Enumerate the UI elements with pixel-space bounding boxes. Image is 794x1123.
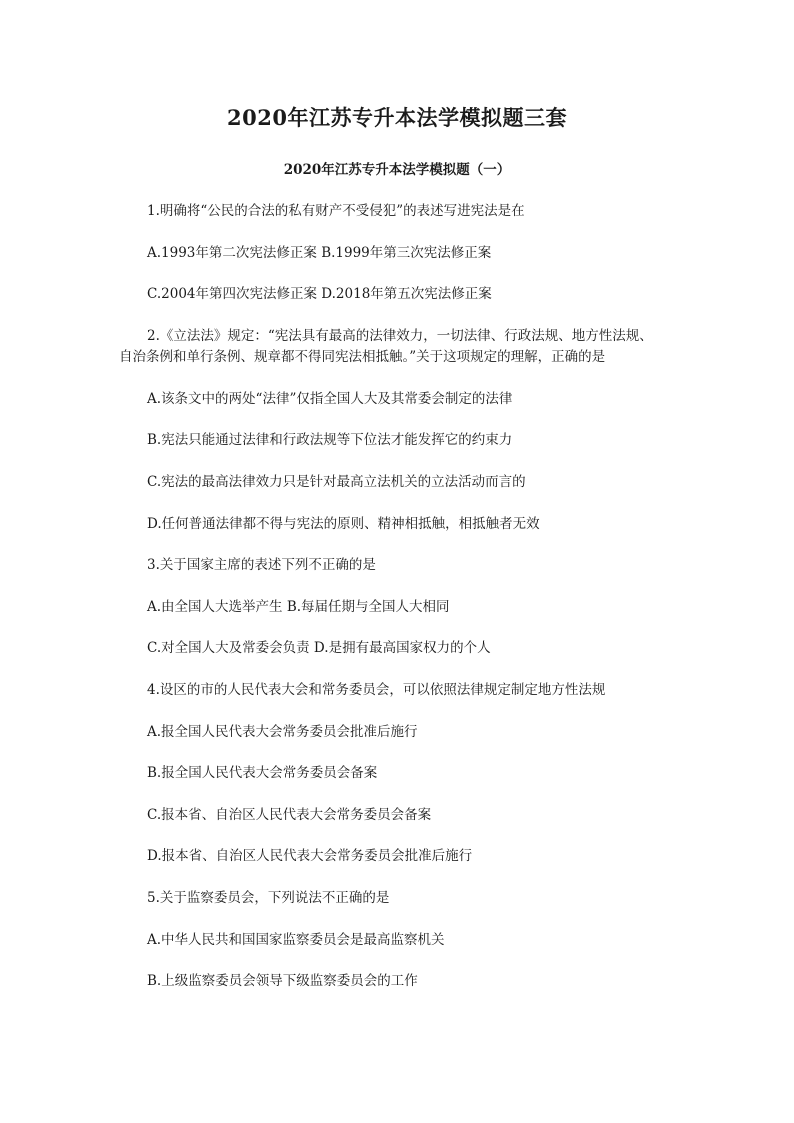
question-5-text: 5.关于监察委员会，下列说法不正确的是 bbox=[147, 890, 390, 906]
question-2-option-a: A.该条文中的两处“法律”仅指全国人大及其常委会制定的法律 bbox=[147, 391, 513, 407]
question-4-option-c: C.报本省、自治区人民代表大会常务委员会备案 bbox=[147, 807, 432, 823]
question-1-options-ab: A.1993年第二次宪法修正案 B.1999年第三次宪法修正案 bbox=[147, 245, 492, 261]
question-2-option-d: D.任何普通法律都不得与宪法的原则、精神相抵触，相抵触者无效 bbox=[147, 516, 540, 532]
question-4-option-a: A.报全国人民代表大会常务委员会批准后施行 bbox=[147, 724, 418, 740]
question-4-option-d: D.报本省、自治区人民代表大会常务委员会批准后施行 bbox=[147, 848, 473, 864]
question-2-text-line-2: 自治条例和单行条例、规章都不得同宪法相抵触。”关于这项规定的理解，正确的是 bbox=[119, 349, 606, 365]
question-5-option-a: A.中华人民共和国国家监察委员会是最高监察机关 bbox=[147, 932, 445, 948]
question-2-option-c: C.宪法的最高法律效力只是针对最高立法机关的立法活动而言的 bbox=[147, 474, 526, 490]
question-1-options-cd: C.2004年第四次宪法修正案 D.2018年第五次宪法修正案 bbox=[147, 286, 492, 302]
question-1-text: 1.明确将“公民的合法的私有财产不受侵犯”的表述写进宪法是在 bbox=[147, 203, 525, 219]
question-5-option-b: B.上级监察委员会领导下级监察委员会的工作 bbox=[147, 973, 418, 989]
question-4-option-b: B.报全国人民代表大会常务委员会备案 bbox=[147, 765, 378, 781]
question-2-option-b: B.宪法只能通过法律和行政法规等下位法才能发挥它的约束力 bbox=[147, 432, 513, 448]
section-title: 2020年江苏专升本法学模拟题（一） bbox=[283, 162, 511, 178]
question-3-options-ab: A.由全国人大选举产生 B.每届任期与全国人大相同 bbox=[147, 599, 450, 615]
document-title: 2020年江苏专升本法学模拟题三套 bbox=[227, 105, 567, 130]
question-4-text: 4.设区的市的人民代表大会和常务委员会，可以依照法律规定制定地方性法规 bbox=[147, 682, 606, 698]
question-3-text: 3.关于国家主席的表述下列不正确的是 bbox=[147, 557, 376, 573]
question-3-options-cd: C.对全国人大及常委会负责 D.是拥有最高国家权力的个人 bbox=[147, 640, 491, 656]
question-2-text-line-1: 2.《立法法》规定：“宪法具有最高的法律效力，一切法律、行政法规、地方性法规、 bbox=[147, 328, 653, 344]
